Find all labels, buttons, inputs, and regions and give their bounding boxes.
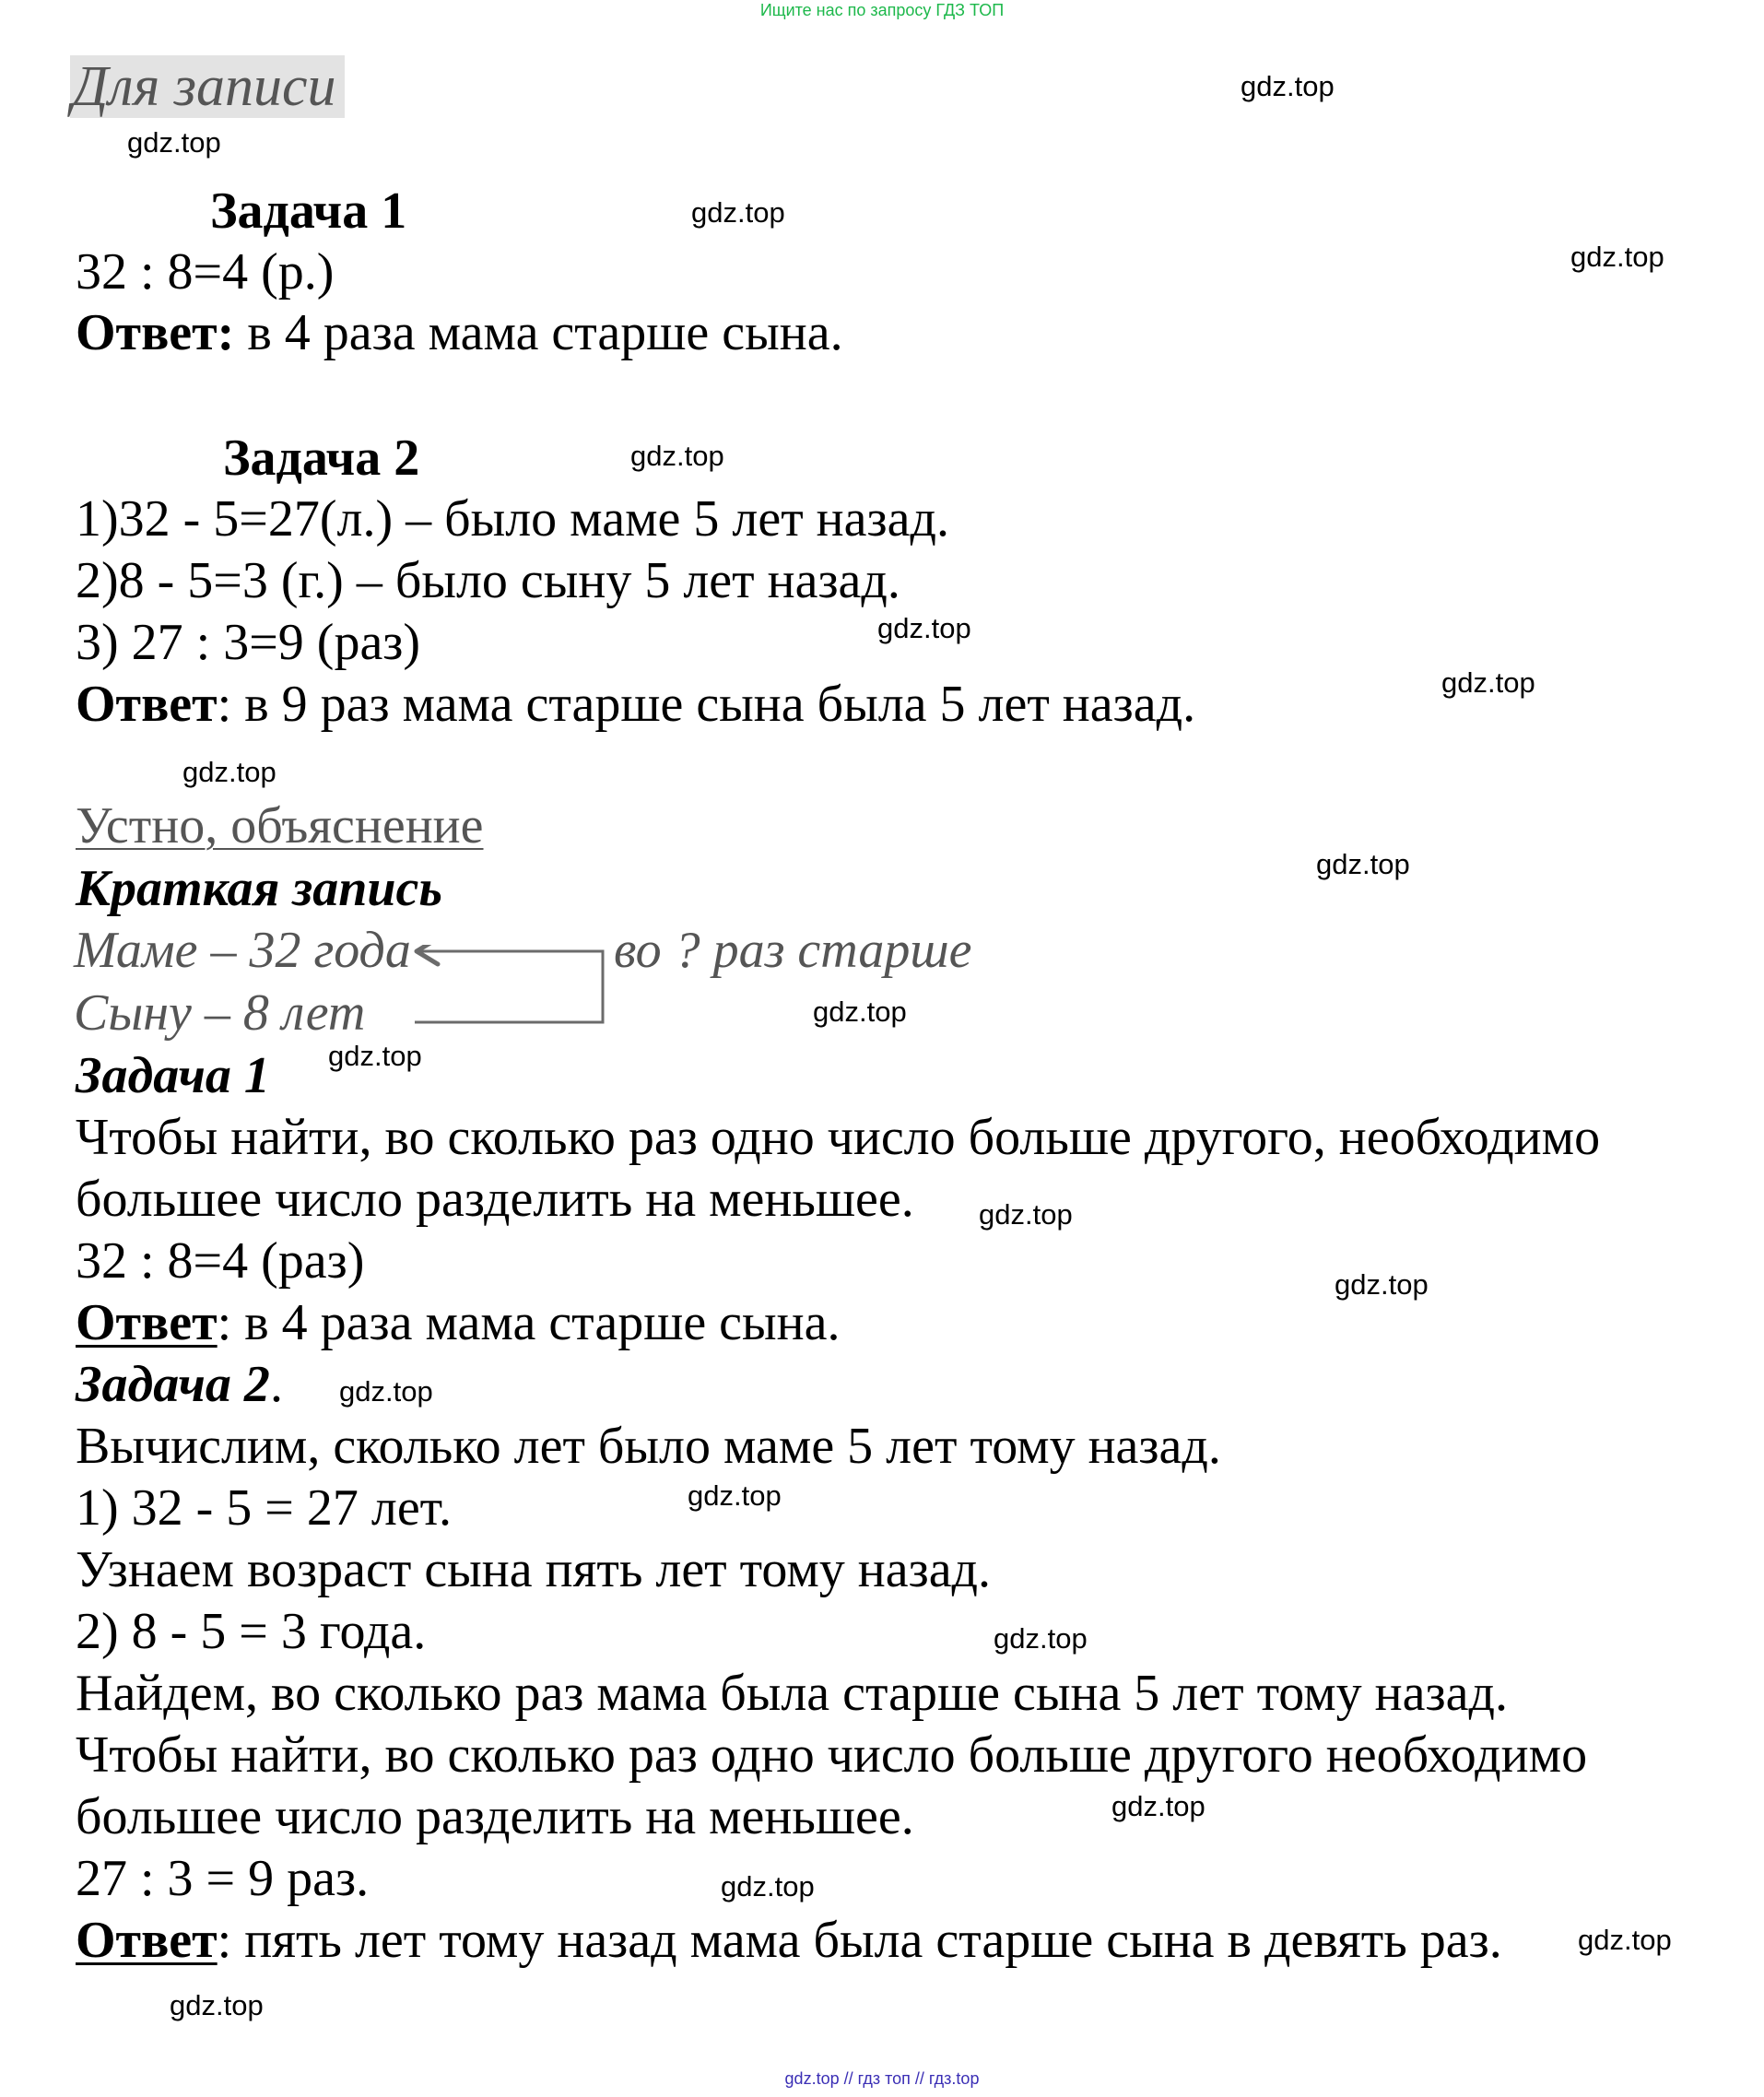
watermark: gdz.top [877,612,971,644]
task1-calc: 32 : 8=4 (р.) [76,243,335,300]
explain1-calc: 32 : 8=4 (раз) [76,1232,365,1290]
watermark: gdz.top [630,440,724,472]
watermark: gdz.top [339,1375,433,1408]
explain2-line1: Вычислим, сколько лет было маме 5 лет тому назад. [76,1418,1221,1475]
explain2-calc2: 2) 8 - 5 = 3 года. [76,1603,427,1660]
explain1-heading: Задача 1 [76,1047,270,1104]
task1-answer-label: Ответ: [76,304,235,361]
short-note-question: во ? раз старше [614,922,972,979]
explain2-line4: Чтобы найти, во сколько раз одно число больше другого необходимо [76,1726,1588,1784]
task2-answer-text: : в 9 раз мама старше сына была 5 лет назад. [217,676,1196,733]
task2-heading: Задача 2 [223,430,420,487]
explain2-heading-line [76,1354,283,1415]
short-note-title: Краткая запись [76,860,442,917]
explain1-line2: большее число разделить на меньшее. [76,1171,914,1228]
watermark: gdz.top [979,1198,1073,1231]
arrow-line [415,951,603,1022]
task2-answer-label: Ответ [76,676,218,733]
short-note-son: Сыну – 8 лет [74,984,366,1042]
task1-answer [76,302,843,363]
oral-heading: Устно, объяснение [76,797,484,854]
explain1-answer [76,1292,840,1353]
explain2-answer [76,1910,1502,1971]
watermark: gdz.top [813,995,907,1028]
explain2-answer-label: Ответ [76,1912,218,1969]
watermark: gdz.top [994,1622,1088,1655]
short-note-mom: Маме – 32 года [74,922,411,979]
watermark: gdz.top [1241,70,1335,102]
page-title: Для записи [72,55,336,118]
watermark: gdz.top [170,1989,264,2021]
explain2-line2: Узнаем возраст сына пять лет тому назад. [76,1541,992,1598]
watermark: gdz.top [1441,666,1535,699]
watermark: gdz.top [691,196,785,229]
task2-step3: 3) 27 : 3=9 (раз) [76,614,421,671]
watermark: gdz.top [1111,1790,1205,1822]
task2-step2: 2)8 - 5=3 (г.) – было сыну 5 лет назад. [76,552,900,609]
bottom-banner[interactable]: gdz.top // гдз топ // гдз.top [784,2069,980,2088]
explain2-calc3: 27 : 3 = 9 раз. [76,1850,370,1907]
watermark: gdz.top [721,1870,815,1903]
watermark: gdz.top [688,1479,782,1512]
explain1-answer-text: : в 4 раза мама старше сына. [217,1294,841,1351]
watermark: gdz.top [1316,848,1410,880]
watermark: gdz.top [1335,1268,1429,1301]
explain2-line3: Найдем, во сколько раз мама была старше сына 5 лет тому назад. [76,1665,1508,1722]
arrow-head [417,945,438,964]
explain2-line5: большее число разделить на меньшее. [76,1788,914,1845]
task2-step1: 1)32 - 5=27(л.) – было маме 5 лет назад. [76,490,949,548]
task1-heading: Задача 1 [210,183,407,240]
watermark: gdz.top [182,756,276,788]
explain2-heading: Задача 2 [76,1356,270,1413]
task1-answer-text: в 4 раза мама старше сына. [234,304,843,361]
explain2-calc1: 1) 32 - 5 = 27 лет. [76,1479,452,1537]
explain1-answer-label: Ответ [76,1294,218,1351]
explain1-line1: Чтобы найти, во сколько раз одно число больше другого, необходимо [76,1109,1601,1166]
comparison-arrow [406,945,617,1037]
explain2-heading-suffix: . [269,1356,283,1413]
top-banner[interactable]: Ищите нас по запросу ГДЗ ТОП [759,1,1005,19]
explain2-answer-text: : пять лет тому назад мама была старше сына в девять раз. [217,1912,1502,1969]
watermark: gdz.top [1578,1924,1672,1956]
watermark: gdz.top [328,1040,422,1072]
task2-answer [76,674,1195,735]
watermark: gdz.top [1570,241,1664,273]
watermark: gdz.top [127,126,221,159]
